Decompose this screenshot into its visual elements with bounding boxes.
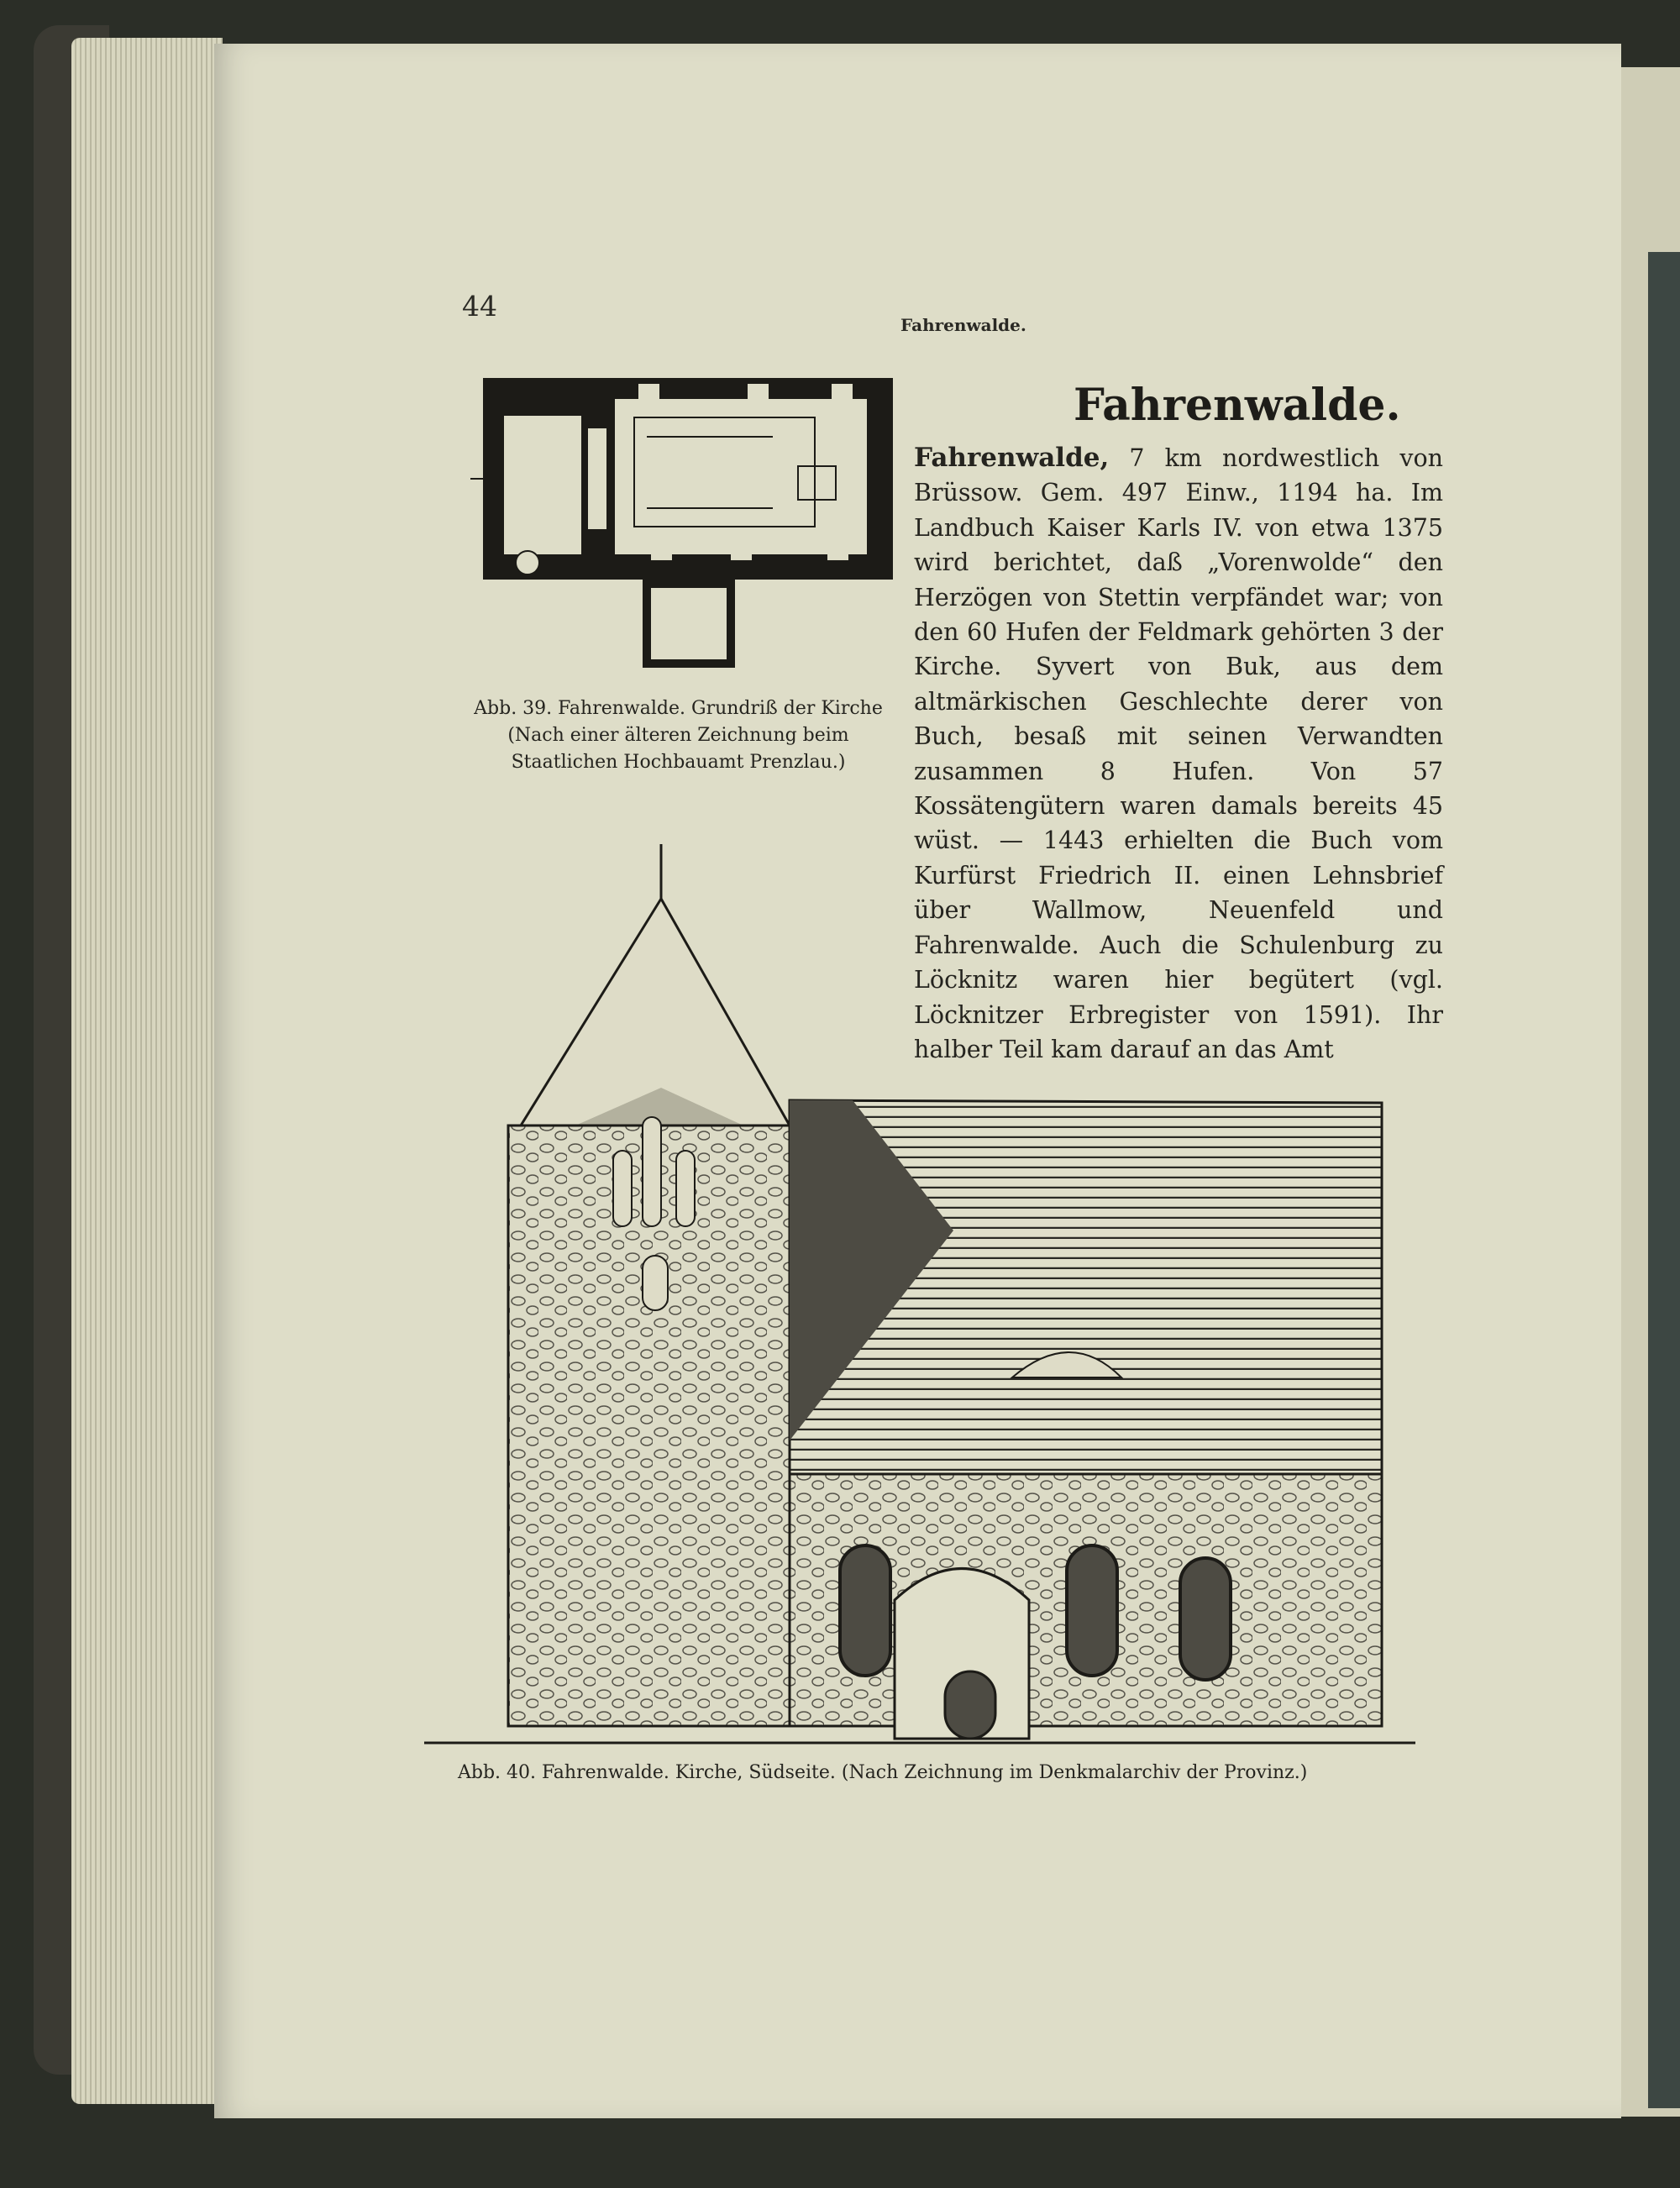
- figure-39-caption: Abb. 39. Fahrenwalde. Grundriß der Kirche (Nach einer älteren Zeichnung beim Staatlichen Hochbauamt Prenzlau.): [474, 698, 883, 773]
- article-lead-word: Fahrenwalde,: [914, 443, 1110, 473]
- article-body-text: 7 km nordwestlich von Brüssow. Gem. 497 Einw., 1194 ha. Im Landbuch Kaiser Karls IV. von etwa 1375 wird berichtet, daß „Vorenwolde“ den Herzögen von Stettin verpfändet war; von den 60 Hufen der Feldmark gehörten 3 der Kirche. Syvert von Buk, aus dem altmärkischen Geschlechte derer von Buch, besaß mit seinen Verwandten zusammen 8 Hufen. Von 57 Kossätengütern waren damals bereits 45 wüst. — 1443 erhielten die Buch vom Kurfürst Friedrich II. einen Lehnsbrief über Wallmow, Neuenfeld und Fahrenwalde. Auch die Schulenburg zu Löcknitz waren hier begütert (vgl. Löcknitzer Erbregister von 1591). Ihr halber Teil kam darauf an das Amt: [914, 444, 1443, 1063]
- church-elevation-figure: [424, 836, 1415, 1751]
- running-head: Fahrenwalde.: [900, 315, 1026, 335]
- floor-plan-figure: [470, 374, 907, 676]
- page-edges: [71, 38, 223, 2104]
- figure-40-caption: Abb. 40. Fahrenwalde. Kirche, Südseite. (Nach Zeichnung im Denkmalarchiv der Provinz.): [458, 1762, 1308, 1783]
- facing-page-shadow: [1648, 252, 1680, 2108]
- page-number: 44: [462, 290, 497, 323]
- article-title: Fahrenwalde.: [1074, 380, 1401, 431]
